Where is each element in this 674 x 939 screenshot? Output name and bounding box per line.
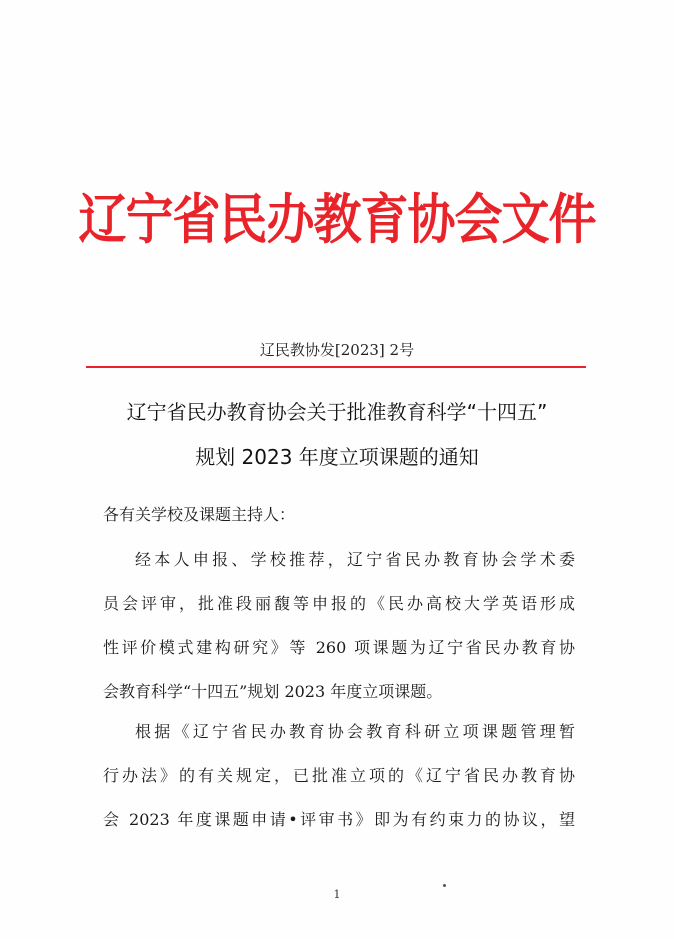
document-number: 辽民教协发[2023] 2号 xyxy=(259,341,415,359)
scan-speck xyxy=(443,884,446,887)
notice-title-line-2: 规划 2023 年度立项课题的通知 xyxy=(195,445,479,469)
salutation: 各有关学校及课题主持人： xyxy=(103,505,296,524)
paragraph-1-line-1: 经本人申报、学校推荐，辽宁省民办教育协会学术委 xyxy=(135,550,575,569)
notice-title-line-1: 辽宁省民办教育协会关于批准教育科学“十四五” xyxy=(126,400,548,424)
page-number: 1 xyxy=(333,888,341,901)
paragraph-1-line-2: 员会评审，批准段丽馥等申报的《民办高校大学英语形成 xyxy=(103,594,575,613)
paragraph-1-line-3: 性评价模式建构研究》等 260 项课题为辽宁省民办教育协 xyxy=(103,638,575,657)
letterhead-title: 辽宁省民办教育协会文件 xyxy=(78,188,596,252)
paragraph-2-line-2: 行办法》的有关规定，已批准立项的《辽宁省民办教育协 xyxy=(103,766,575,785)
red-divider-line xyxy=(86,366,586,368)
paragraph-2-line-3: 会 2023 年度课题申请•评审书》即为有约束力的协议，望 xyxy=(103,810,575,829)
paragraph-1-line-4: 会教育科学“十四五”规划 2023 年度立项课题。 xyxy=(103,682,443,701)
paragraph-2-line-1: 根据《辽宁省民办教育协会教育科研立项课题管理暂 xyxy=(135,722,575,741)
